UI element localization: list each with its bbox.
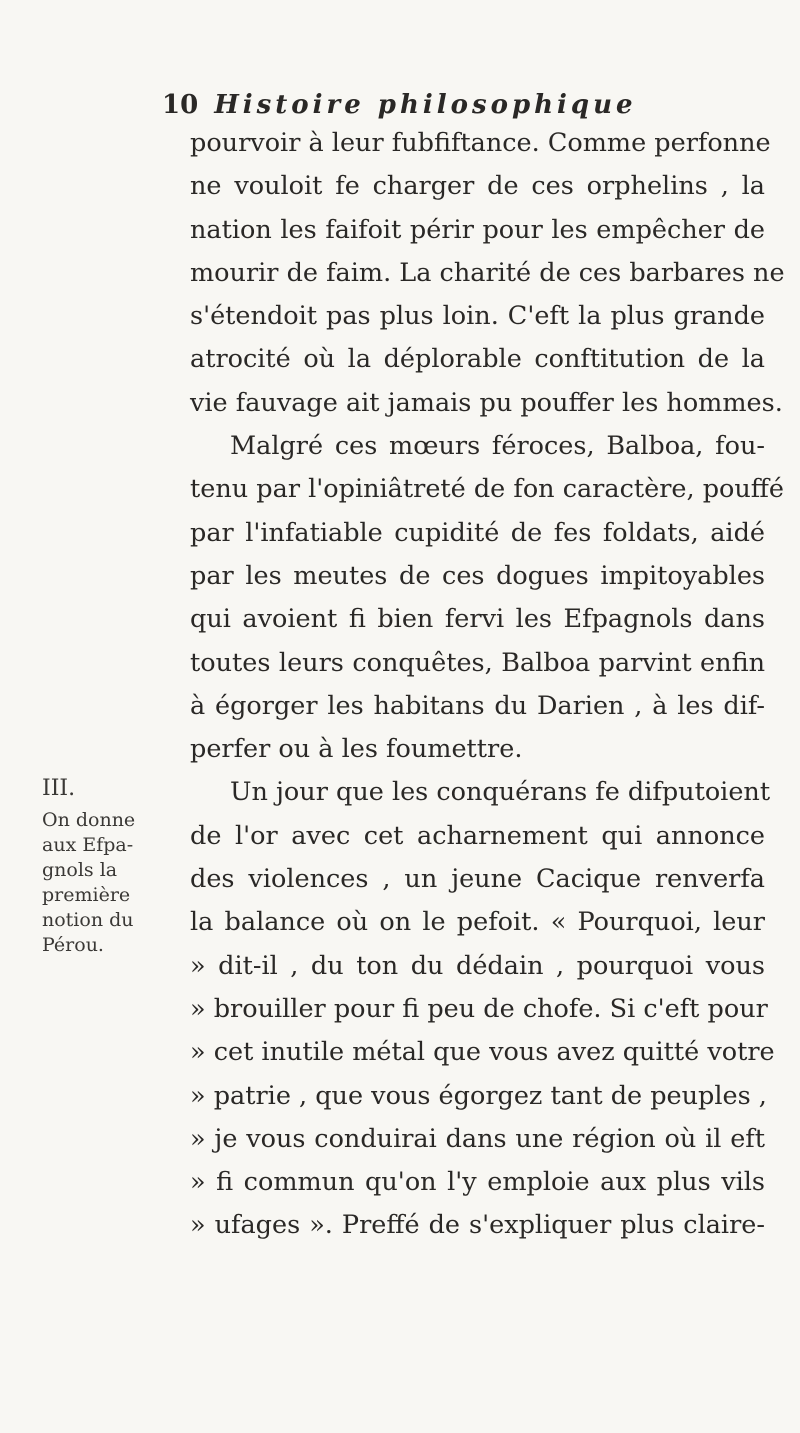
- text-line: des violences , un jeune Cacique renverfa: [190, 864, 765, 895]
- text-line: à égorger les habitans du Darien , à les dif-: [190, 690, 765, 721]
- text-line: » fi commun qu'on l'y emploie aux plus vils: [190, 1167, 765, 1198]
- text-line: » dit-il , du ton du dédain , pourquoi vous: [190, 950, 765, 981]
- text-line: nation les faifoit périr pour les empêcher de: [190, 214, 765, 245]
- text-line: » patrie , que vous égorgez tant de peuples ,: [190, 1080, 767, 1111]
- text-line: toutes leurs conquêtes, Balboa parvint enfin: [190, 647, 765, 678]
- page-number: 10: [162, 90, 199, 120]
- text-line: » je vous conduirai dans une région où il eft: [190, 1123, 765, 1154]
- text-line: » ufages ». Preffé de s'expliquer plus claire-: [190, 1210, 765, 1241]
- text-line: » cet inutile métal que vous avez quitté votre: [190, 1037, 775, 1068]
- text-line: Un jour que les conquérans fe difputoient: [230, 777, 771, 808]
- margin-note: [42, 776, 142, 958]
- text-line: perfer ou à les foumettre.: [190, 734, 523, 765]
- text-line: qui avoient fi bien fervi les Efpagnols dans: [190, 604, 765, 635]
- margin-note-line: notion du: [42, 909, 134, 931]
- text-line: s'étendoit pas plus loin. C'eft la plus grande: [190, 301, 765, 332]
- margin-note-line: gnols la: [42, 859, 118, 881]
- text-line: la balance où on le pefoit. « Pourquoi, leur: [190, 907, 765, 938]
- text-line: vie fauvage ait jamais pu pouffer les hommes.: [190, 387, 783, 418]
- text-line: » brouiller pour fi peu de chofe. Si c'eft pour: [190, 993, 768, 1024]
- margin-note-line: première: [42, 884, 131, 906]
- margin-note-number: III.: [42, 776, 76, 801]
- text-line: mourir de faim. La charité de ces barbares ne: [190, 257, 785, 288]
- text-line: tenu par l'opiniâtreté de fon caractère, pouffé: [190, 474, 784, 505]
- text-line: pourvoir à leur fubfiftance. Comme perfonne: [190, 128, 771, 158]
- text-line: atrocité où la déplorable conftitution de la: [190, 344, 765, 375]
- text-line: par l'infatiable cupidité de fes foldats, aidé: [190, 517, 765, 548]
- text-line: par les meutes de ces dogues impitoyables: [190, 560, 765, 591]
- body-text: [190, 122, 785, 1248]
- margin-note-line: aux Efpa-: [42, 834, 134, 856]
- text-line: Malgré ces mœurs féroces, Balboa, fou-: [230, 431, 765, 462]
- text-line: de l'or avec cet acharnement qui annonce: [190, 820, 765, 851]
- margin-note-line: Pérou.: [42, 934, 104, 956]
- text-line: ne vouloit fe charger de ces orphelins , la: [190, 171, 765, 202]
- margin-note-line: On donne: [42, 809, 136, 831]
- running-title: Histoire philosophique: [214, 90, 637, 120]
